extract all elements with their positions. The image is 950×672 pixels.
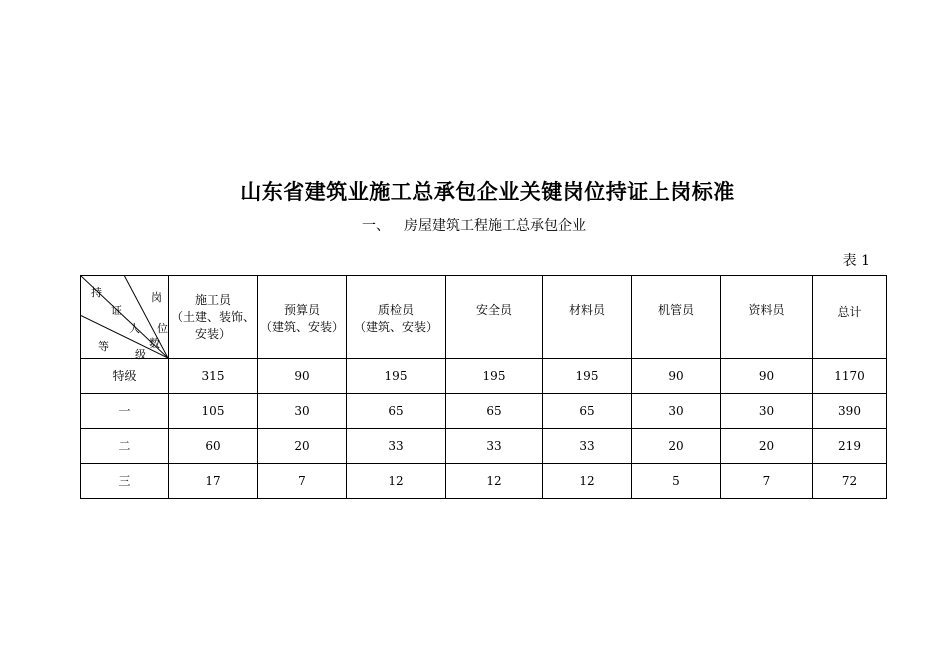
value-cell: 12 [446,464,543,499]
column-header: 安全员 [446,276,543,359]
value-cell: 20 [721,429,813,464]
value-cell: 12 [543,464,632,499]
grade-cell: 特级 [81,359,169,394]
staffing-standard-table [80,275,887,499]
value-cell: 17 [169,464,258,499]
grade-cell: 一 [81,394,169,429]
table-row [81,429,887,464]
column-header: 质检员 （建筑、安装） [347,276,446,359]
value-cell: 60 [169,429,258,464]
value-cell: 105 [169,394,258,429]
corner-char: 位 [157,322,168,335]
corner-char: 数 [149,337,160,350]
table-row [81,394,887,429]
section-heading [362,215,586,235]
corner-char: 等 [98,340,109,353]
value-cell: 315 [169,359,258,394]
grade-cell: 三 [81,464,169,499]
table-label: 表 1 [842,253,870,269]
value-cell: 33 [446,429,543,464]
corner-char: 持 [91,286,102,299]
column-header: 机管员 [632,276,721,359]
total-cell: 72 [813,464,887,499]
value-cell: 33 [347,429,446,464]
value-cell: 30 [632,394,721,429]
column-header: 资料员 [721,276,813,359]
total-cell: 219 [813,429,887,464]
corner-char: 级 [135,348,146,361]
column-header: 材料员 [543,276,632,359]
total-cell: 390 [813,394,887,429]
value-cell: 90 [721,359,813,394]
column-header: 施工员 （土建、装饰、 安装） [169,276,258,359]
section-number: 一、 [362,218,390,234]
section-title: 房屋建筑工程施工总承包企业 [404,218,586,234]
value-cell: 90 [258,359,347,394]
value-cell: 20 [258,429,347,464]
grade-cell: 二 [81,429,169,464]
value-cell: 195 [543,359,632,394]
corner-char: 人 [129,322,140,335]
value-cell: 65 [446,394,543,429]
value-cell: 90 [632,359,721,394]
value-cell: 65 [347,394,446,429]
corner-char: 岗 [151,291,162,304]
table-row [81,464,887,499]
value-cell: 33 [543,429,632,464]
value-cell: 195 [446,359,543,394]
value-cell: 12 [347,464,446,499]
value-cell: 7 [721,464,813,499]
corner-char: 证 [111,304,122,317]
document-title: 山东省建筑业施工总承包企业关键岗位持证上岗标准 [240,180,735,204]
value-cell: 65 [543,394,632,429]
value-cell: 30 [258,394,347,429]
value-cell: 5 [632,464,721,499]
column-header-total: 总计 [813,276,887,359]
column-header: 预算员 （建筑、安装） [258,276,347,359]
value-cell: 20 [632,429,721,464]
value-cell: 7 [258,464,347,499]
value-cell: 195 [347,359,446,394]
value-cell: 30 [721,394,813,429]
header-row [81,276,887,359]
table-row [81,359,887,394]
total-cell: 1170 [813,359,887,394]
corner-header-cell [81,276,169,359]
